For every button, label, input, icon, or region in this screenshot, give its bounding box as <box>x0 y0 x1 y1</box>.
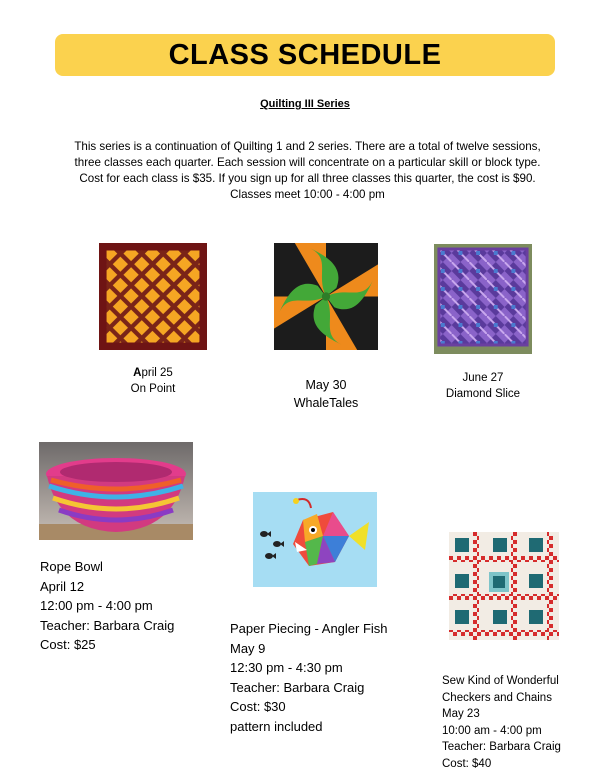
diamond-slice-caption <box>423 370 543 402</box>
class-time: 12:30 pm - 4:30 pm <box>230 660 343 675</box>
class-date: May 9 <box>230 640 266 656</box>
description-line: Classes meet 10:00 - 4:00 pm <box>230 188 385 201</box>
whale-tales-caption <box>266 376 386 412</box>
class-name: Rope Bowl <box>40 559 103 574</box>
angler-fish-image <box>253 492 377 587</box>
on-point-caption <box>93 365 213 397</box>
class-name: Diamond Slice <box>445 388 521 400</box>
diamond-slice-quilt-image <box>434 244 532 354</box>
class-time: 12:00 pm - 4:00 pm <box>40 598 153 613</box>
class-name: Paper Piecing - Angler Fish <box>230 621 388 636</box>
rope-bowl-photo <box>39 442 193 540</box>
series-title: Quilting III Series <box>260 98 350 110</box>
title-banner <box>55 34 555 76</box>
class-teacher: Teacher: Barbara Craig <box>40 617 175 633</box>
class-name: Checkers and Chains <box>442 691 552 704</box>
class-note: pattern included <box>230 718 323 734</box>
description-line: three classes each quarter. Each session will concentrate on a particular skill or block type. <box>74 156 541 169</box>
class-teacher: Teacher: Barbara Craig <box>230 679 365 695</box>
class-date: April 12 <box>40 578 85 594</box>
checkers-and-chains-quilt-image <box>449 532 559 640</box>
description-line: Cost for each class is $35. If you sign up for all three classes this quarter, the cost is $90. <box>79 172 536 185</box>
checkers-and-chains-details <box>442 673 561 772</box>
class-name: Sew Kind of Wonderful <box>442 675 559 687</box>
class-date: May 23 <box>442 708 480 720</box>
class-date: April 25 <box>133 367 173 379</box>
class-time: 10:00 am - 4:00 pm <box>442 724 542 737</box>
class-cost: Cost: $30 <box>230 699 286 714</box>
page-title: CLASS SCHEDULE <box>168 38 442 71</box>
class-date: June 27 <box>462 372 504 384</box>
class-cost: Cost: $40 <box>442 757 492 770</box>
class-teacher: Teacher: Barbara Craig <box>442 741 561 753</box>
rope-bowl-details <box>40 557 174 655</box>
whale-tales-quilt-image <box>274 243 378 350</box>
description-line: This series is a continuation of Quilting 1 and 2 series. There are a total of twelve sessions, <box>74 140 541 153</box>
class-date: May 30 <box>305 378 347 392</box>
series-description <box>60 139 555 203</box>
class-cost: Cost: $25 <box>40 637 96 652</box>
on-point-quilt-image <box>99 243 207 350</box>
class-name: On Point <box>130 383 176 395</box>
class-name: WhaleTales <box>293 396 359 410</box>
angler-fish-details <box>230 619 388 736</box>
